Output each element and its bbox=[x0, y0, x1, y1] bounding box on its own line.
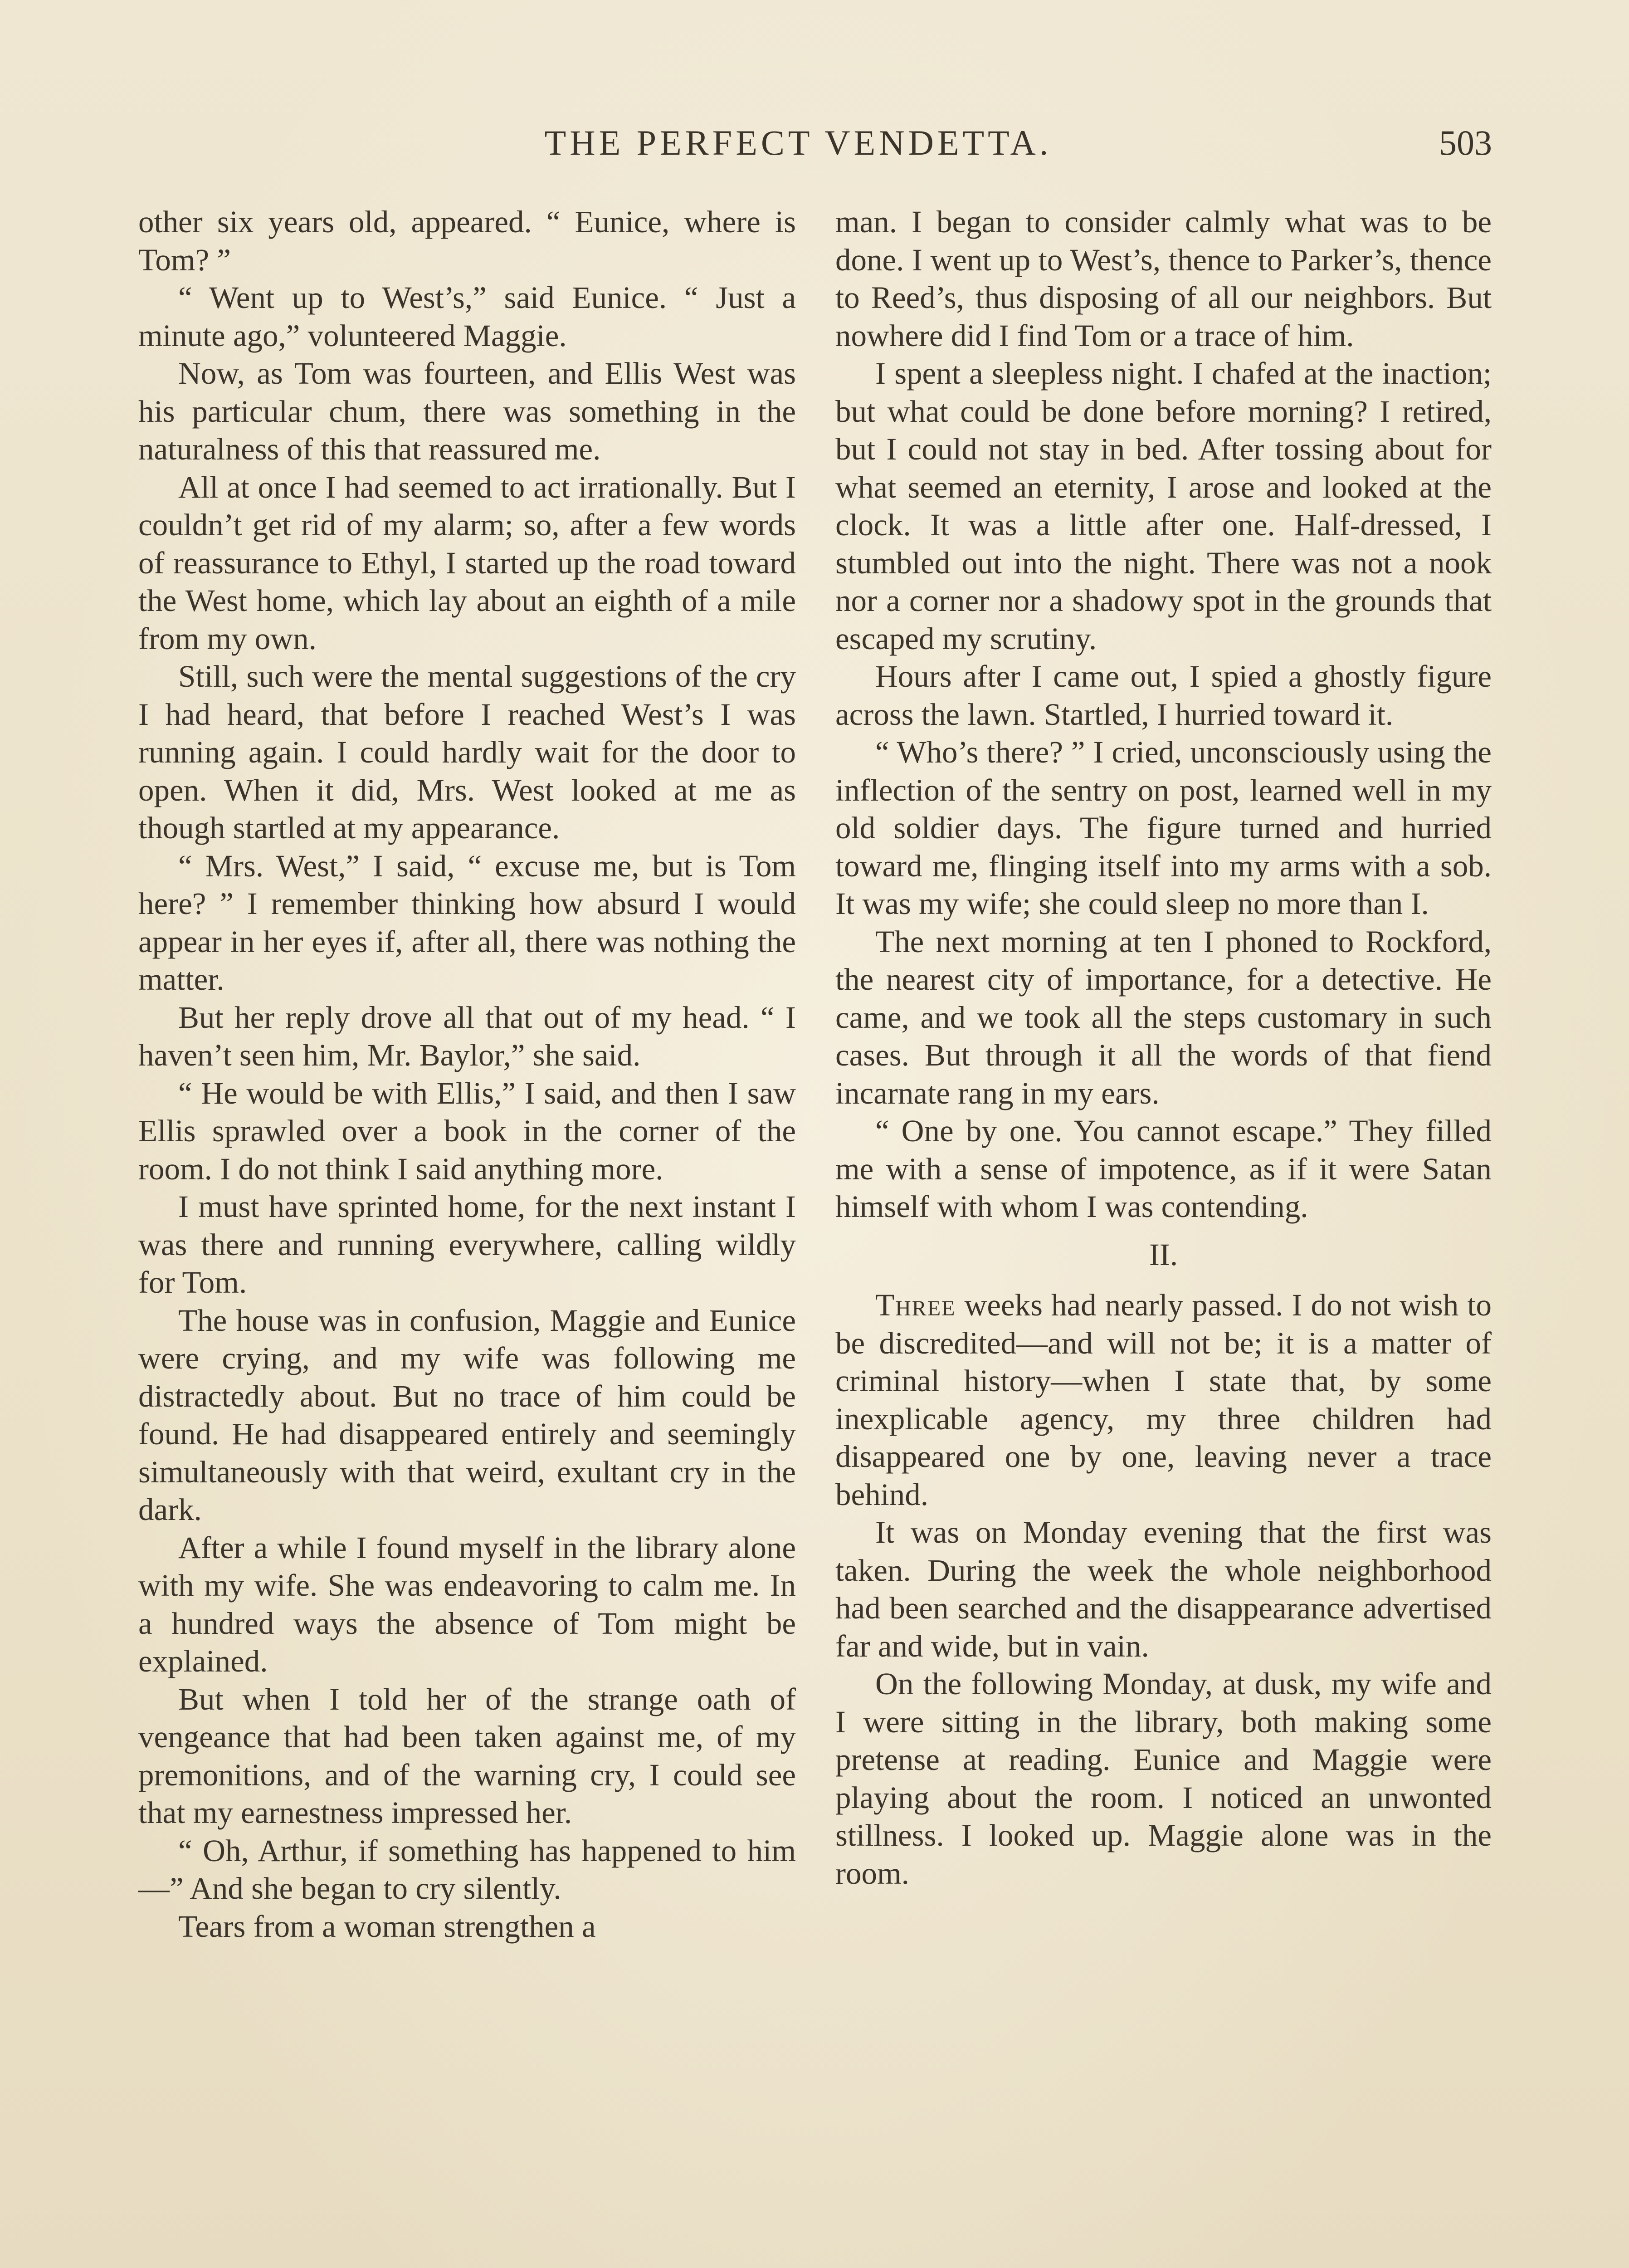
lead-word: Three bbox=[875, 1288, 956, 1322]
paragraph: On the following Monday, at dusk, my wife and I were sitting in the library, both making some pretense at reading. Eunice and Maggie were playing about the room. I noticed an unwonted stillness. I looked up. Maggie alone was in the room. bbox=[835, 1667, 1492, 1891]
right-column bbox=[835, 203, 1492, 1892]
paragraph: “ Mrs. West,” I said, “ excuse me, but is Tom here? ” I remember thinking how absurd I would appear in her eyes if, after all, there was nothing the matter. bbox=[138, 848, 796, 997]
paragraph: “ Went up to West’s,” said Eunice. “ Just a minute ago,” volunteered Maggie. bbox=[138, 280, 796, 353]
paragraph: The house was in confusion, Maggie and Eunice were crying, and my wife was following me distractedly about. But no trace of him could be found. He had disappeared entirely and seemingly simultaneously with that weird, exultant cry in the dark. bbox=[138, 1303, 796, 1527]
paragraph: Hours after I came out, I spied a ghostly figure across the lawn. Startled, I hurried toward it. bbox=[835, 659, 1492, 732]
paragraph: The next morning at ten I phoned to Rockford, the nearest city of importance, for a detective. He came, and we took all the steps customary in such cases. But through it all the words of that fiend incarnate rang in my ears. bbox=[835, 924, 1492, 1110]
paragraph: I must have sprinted home, for the next instant I was there and running everywhere, calling wildly for Tom. bbox=[138, 1189, 796, 1300]
page-number: 503 bbox=[1439, 123, 1492, 162]
paragraph: Tears from a woman strengthen a bbox=[178, 1909, 596, 1944]
paragraph: After a while I found myself in the library alone with my wife. She was endeavoring to calm me. In a hundred ways the absence of Tom might be explained. bbox=[138, 1530, 796, 1678]
running-header: THE PERFECT VENDETTA. bbox=[544, 123, 1052, 162]
paragraph: Still, such were the mental suggestions of the cry I had heard, that before I reached West’s I was running again. I could hardly wait for the door to open. When it did, Mrs. West looked at me as though startled at my appearance. bbox=[138, 659, 796, 845]
paragraph: All at once I had seemed to act irrationally. But I couldn’t get rid of my alarm; so, after a few words of reassurance to Ethyl, I started up the road toward the West home, which lay about an eighth of a mile from my own. bbox=[138, 469, 796, 656]
paragraph: It was on Monday evening that the first was taken. During the week the whole neighborhood had been searched and the disappearance advertised far and wide, but in vain. bbox=[835, 1515, 1492, 1663]
paragraph: “ Who’s there? ” I cried, unconsciously using the inflection of the sentry on post, learned well in my old soldier days. The figure turned and hurried toward me, flinging itself into my arms with a sob. It was my wife; she could sleep no more than I. bbox=[835, 735, 1492, 921]
paragraph: I spent a sleepless night. I chafed at the inaction; but what could be done before morning? I retired, but I could not stay in bed. After tossing about for what seemed an eternity, I arose and looked at the clock. It was a little after one. Half-dressed, I stumbled out into the night. There was not a nook nor a corner nor a shadowy spot in the grounds that escaped my scrutiny. bbox=[835, 356, 1492, 656]
left-column bbox=[138, 203, 796, 1945]
paragraph-text: weeks had nearly passed. I do not wish to be discredited—and will not be; it is a matter of criminal history—when I state that, by some inexplicable agency, my three children had disappeared one by one, leaving never a trace behind. bbox=[835, 1288, 1492, 1512]
paragraph: But when I told her of the strange oath of vengeance that had been taken against me, of my premonitions, and of the warning cry, I could see that my earnestness impressed her. bbox=[138, 1681, 796, 1830]
paragraph: “ One by one. You cannot escape.” They filled me with a sense of impotence, as if it were Satan himself with whom I was contending. bbox=[835, 1114, 1492, 1224]
paragraph: Now, as Tom was fourteen, and Ellis West was his particular chum, there was something in the naturalness of this that reassured me. bbox=[138, 356, 796, 466]
section-heading: II. bbox=[1149, 1237, 1178, 1272]
paragraph: “ Oh, Arthur, if something has happened to him—” And she began to cry silently. bbox=[138, 1833, 796, 1906]
paragraph: other six years old, appeared. “ Eunice, where is Tom? ” bbox=[138, 205, 796, 277]
paragraph: But her reply drove all that out of my head. “ I haven’t seen him, Mr. Baylor,” she said. bbox=[138, 1000, 796, 1072]
paragraph: man. I began to consider calmly what was to be done. I went up to West’s, thence to Parker’s, thence to Reed’s, thus disposing of all our neighbors. But nowhere did I find Tom or a trace of him. bbox=[835, 205, 1492, 353]
paragraph bbox=[835, 1286, 1492, 1514]
paragraph: “ He would be with Ellis,” I said, and then I saw Ellis sprawled over a book in the corner of the room. I do not think I said anything more. bbox=[138, 1075, 796, 1186]
